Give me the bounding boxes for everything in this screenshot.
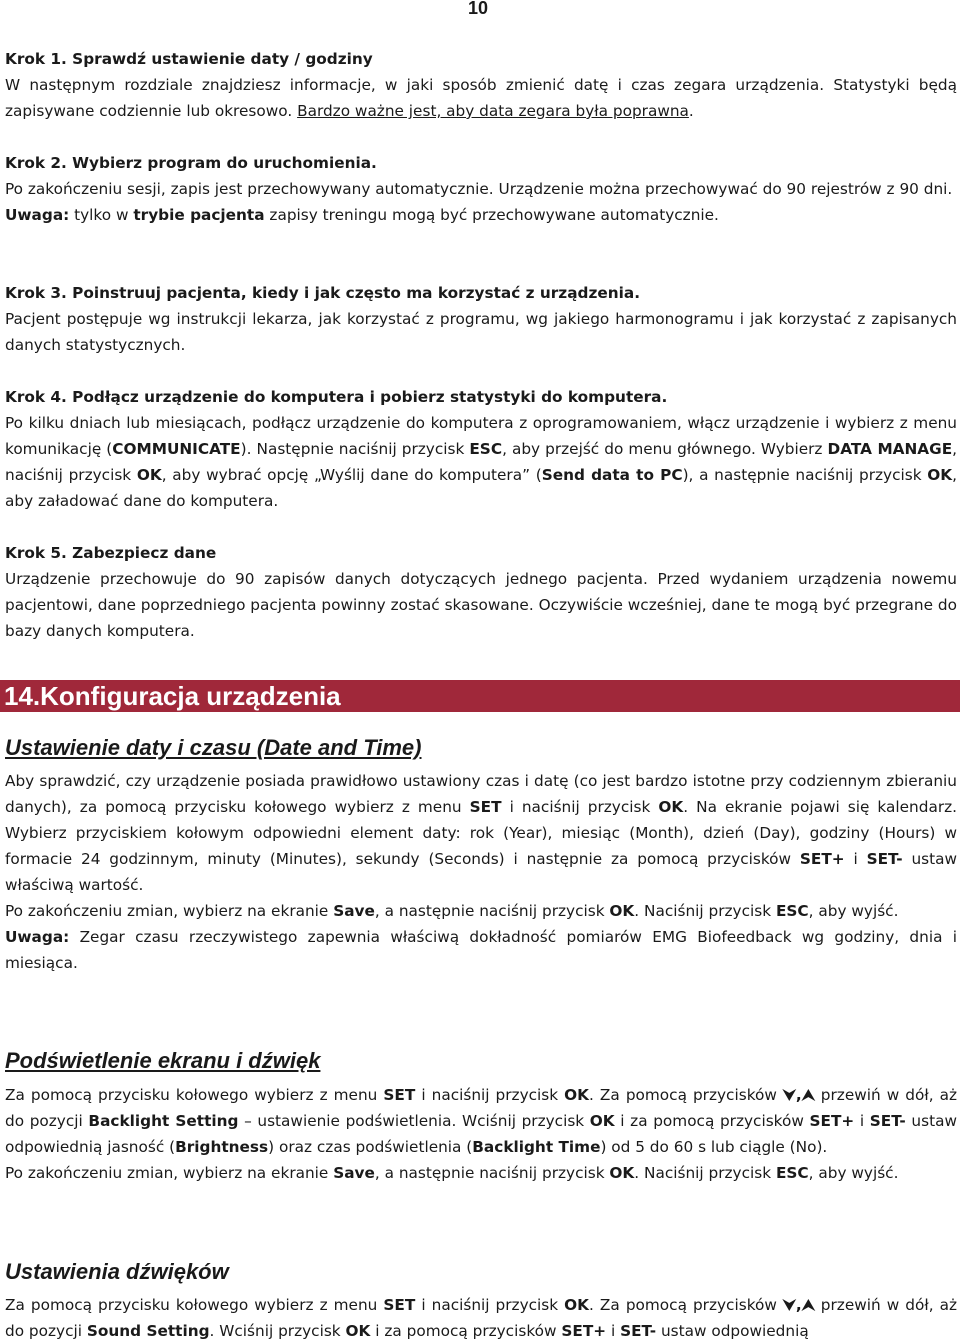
step-4-text: , aby załadować dane do komputera. — [5, 466, 957, 510]
backlight-text: ) od 5 do 60 s lub ciągle (No). — [600, 1138, 828, 1156]
step-4-text: ). Następnie naciśnij przycisk — [240, 440, 470, 458]
save-label: Save — [333, 1164, 375, 1182]
set-label: SET — [383, 1086, 416, 1104]
sound-text: i za pomocą przycisków — [370, 1322, 562, 1340]
step-5-paragraph — [5, 540, 957, 644]
communicate-label: COMMUNICATE — [112, 440, 241, 458]
backlight-text: Po zakończeniu zmian, wybierz na ekranie — [5, 1164, 334, 1182]
ok-label: OK — [609, 1164, 635, 1182]
date-time-text: i — [844, 850, 867, 868]
backlight-text: ) oraz czas podświetlenia ( — [268, 1138, 473, 1156]
date-time-text: Aby sprawdzić, czy urządzenie posiada prawidłowo ustawiony czas i datę (co jest bardzo istotne przy codziennym zbieraniu danych), za pomocą przycisku kołowego wybierz z menu — [5, 772, 957, 816]
ok-label: OK — [136, 466, 162, 484]
step-5-text: Urządzenie przechowuje do 90 zapisów danych dotyczących jednego pacjenta. Przed wydaniem urządzenia nowemu pacjentowi, dane poprzedniego pacjenta powinny zostać skasowane. Oczywiście wcześniej, dane te mogą być przegrane do bazy danych komputera. — [5, 570, 957, 640]
save-label: Save — [333, 902, 375, 920]
step-1-text-end: . — [688, 102, 694, 120]
step-3-paragraph — [5, 280, 957, 358]
step-2-title: Krok 2. Wybierz program do uruchomienia. — [5, 154, 377, 172]
set-minus-label: SET- — [869, 1112, 906, 1130]
date-time-text: . Na ekranie pojawi się kalendarz. Wybierz przyciskiem kołowym odpowiedni element daty: rok (Year), miesiąc (Month), dzień (Day), godziny (Hours) w formacie 24 godzinnym, minuty (Minutes), sekundy (Seconds) i następnie za pomocą przycisków — [5, 798, 957, 868]
step-4-paragraph — [5, 384, 957, 514]
sound-text: . Wciśnij przycisk — [209, 1322, 346, 1340]
step-4-text: Po kilku dniach lub miesiącach, podłącz urządzenie do komputera z oprogramowaniem, włącz urządzenie i wybierz z menu komunikację ( — [5, 414, 957, 458]
set-label: SET — [383, 1296, 416, 1314]
step-2-paragraph — [5, 150, 957, 228]
date-time-text: . Naciśnij przycisk — [634, 902, 776, 920]
esc-label: ESC — [775, 902, 809, 920]
set-plus-label: SET+ — [561, 1322, 607, 1340]
backlight-heading: Podświetlenie ekranu i dźwięk — [5, 1048, 321, 1073]
send-data-label: Send data to PC — [541, 466, 683, 484]
step-2-note-text: tylko w — [69, 206, 134, 224]
step-2-note-label: Uwaga: — [5, 206, 70, 224]
date-time-note-label: Uwaga: — [5, 928, 70, 946]
sound-text: Za pomocą przycisku kołowego wybierz z menu — [5, 1296, 384, 1314]
backlight-text: . Za pomocą przycisków — [589, 1086, 783, 1104]
ok-label: OK — [345, 1322, 371, 1340]
esc-label: ESC — [469, 440, 503, 458]
set-plus-label: SET+ — [809, 1112, 855, 1130]
esc-label: ESC — [775, 1164, 809, 1182]
sound-text: . Za pomocą przycisków — [589, 1296, 783, 1314]
step-1-paragraph — [5, 46, 957, 124]
backlight-time-label: Backlight Time — [472, 1138, 601, 1156]
arrow-down-up-icon: ⮟,⮝ — [782, 1086, 815, 1104]
date-time-paragraph — [5, 768, 957, 976]
backlight-setting-label: Backlight Setting — [88, 1112, 239, 1130]
date-time-text: , a następnie naciśnij przycisk — [374, 902, 610, 920]
sound-text: i — [606, 1322, 621, 1340]
step-2-text: Po zakończeniu sesji, zapis jest przechowywany automatycznie. Urządzenie można przechowywać do 90 rejestrów z 90 dni. — [5, 180, 953, 198]
ok-label: OK — [564, 1296, 590, 1314]
step-1-underlined-text: Bardzo ważne jest, aby data zegara była poprawna — [297, 102, 689, 120]
step-3-title: Krok 3. Poinstruuj pacjenta, kiedy i jak często ma korzystać z urządzenia. — [5, 284, 641, 302]
backlight-text: przewiń w dół, aż do pozycji — [5, 1086, 957, 1130]
ok-label: OK — [609, 902, 635, 920]
backlight-text: . Naciśnij przycisk — [634, 1164, 776, 1182]
step-5-title: Krok 5. Zabezpiecz dane — [5, 544, 217, 562]
section-heading: 14.Konfiguracja urządzenia — [0, 680, 960, 712]
sound-text: przewiń w dół, aż do pozycji — [5, 1296, 957, 1340]
backlight-text: Za pomocą przycisku kołowego wybierz z menu — [5, 1086, 384, 1104]
date-time-text: , aby wyjść. — [808, 902, 899, 920]
date-time-text: Po zakończeniu zmian, wybierz na ekranie — [5, 902, 334, 920]
date-time-text: i naciśnij przycisk — [501, 798, 659, 816]
step-1-title: Krok 1. Sprawdź ustawienie daty / godziny — [5, 50, 373, 68]
step-4-title: Krok 4. Podłącz urządzenie do komputera i pobierz statystyki do komputera. — [5, 388, 668, 406]
ok-label: OK — [589, 1112, 615, 1130]
step-4-text: , aby wybrać opcję „Wyślij dane do komputera” ( — [161, 466, 542, 484]
sound-setting-label: Sound Setting — [86, 1322, 210, 1340]
date-time-note-text: Zegar czasu rzeczywistego zapewnia właściwą dokładność pomiarów EMG Biofeedback wg godziny, dnia i miesiąca. — [5, 928, 957, 972]
step-2-note-bold: trybie pacjenta — [133, 206, 265, 224]
backlight-text: i za pomocą przycisków — [614, 1112, 810, 1130]
arrow-down-up-icon: ⮟,⮝ — [782, 1296, 815, 1314]
backlight-text: ustaw odpowiednią jasność ( — [5, 1112, 957, 1156]
sound-text: i naciśnij przycisk — [415, 1296, 565, 1314]
sound-heading: Ustawienia dźwięków — [5, 1259, 229, 1284]
step-3-text: Pacjent postępuje wg instrukcji lekarza, jak korzystać z programu, wg jakiego harmonogramu i jak korzystać z zapisanych danych statystycznych. — [5, 310, 957, 354]
date-time-heading: Ustawienie daty i czasu (Date and Time) — [5, 735, 422, 760]
backlight-text: i naciśnij przycisk — [415, 1086, 565, 1104]
page-number: 10 — [468, 0, 489, 18]
set-plus-label: SET+ — [799, 850, 845, 868]
step-4-text: ), a następnie naciśnij przycisk — [682, 466, 928, 484]
sound-text: ustaw odpowiednią — [656, 1322, 809, 1340]
sound-paragraph — [5, 1292, 957, 1344]
step-1-text: W następnym rozdziale znajdziesz informacje, w jaki sposób zmienić datę i czas zegara urządzenia. Statystyki będą zapisywane codziennie lub okresowo. — [5, 76, 957, 120]
backlight-text: , a następnie naciśnij przycisk — [374, 1164, 610, 1182]
set-minus-label: SET- — [620, 1322, 657, 1340]
ok-label: OK — [927, 466, 953, 484]
set-label: SET — [469, 798, 502, 816]
data-manage-label: DATA MANAGE — [827, 440, 953, 458]
step-4-text: , aby przejść do menu głównego. Wybierz — [502, 440, 828, 458]
backlight-text: , aby wyjść. — [808, 1164, 899, 1182]
brightness-label: Brightness — [175, 1138, 269, 1156]
step-2-note-text-end: zapisy treningu mogą być przechowywane automatycznie. — [264, 206, 719, 224]
backlight-text: – ustawienie podświetlenia. Wciśnij przycisk — [238, 1112, 590, 1130]
step-4-text: , naciśnij przycisk — [5, 440, 958, 484]
backlight-paragraph — [5, 1082, 957, 1186]
set-minus-label: SET- — [866, 850, 903, 868]
date-time-text: ustaw właściwą wartość. — [5, 850, 957, 894]
backlight-text: i — [854, 1112, 870, 1130]
ok-label: OK — [564, 1086, 590, 1104]
ok-label: OK — [658, 798, 684, 816]
